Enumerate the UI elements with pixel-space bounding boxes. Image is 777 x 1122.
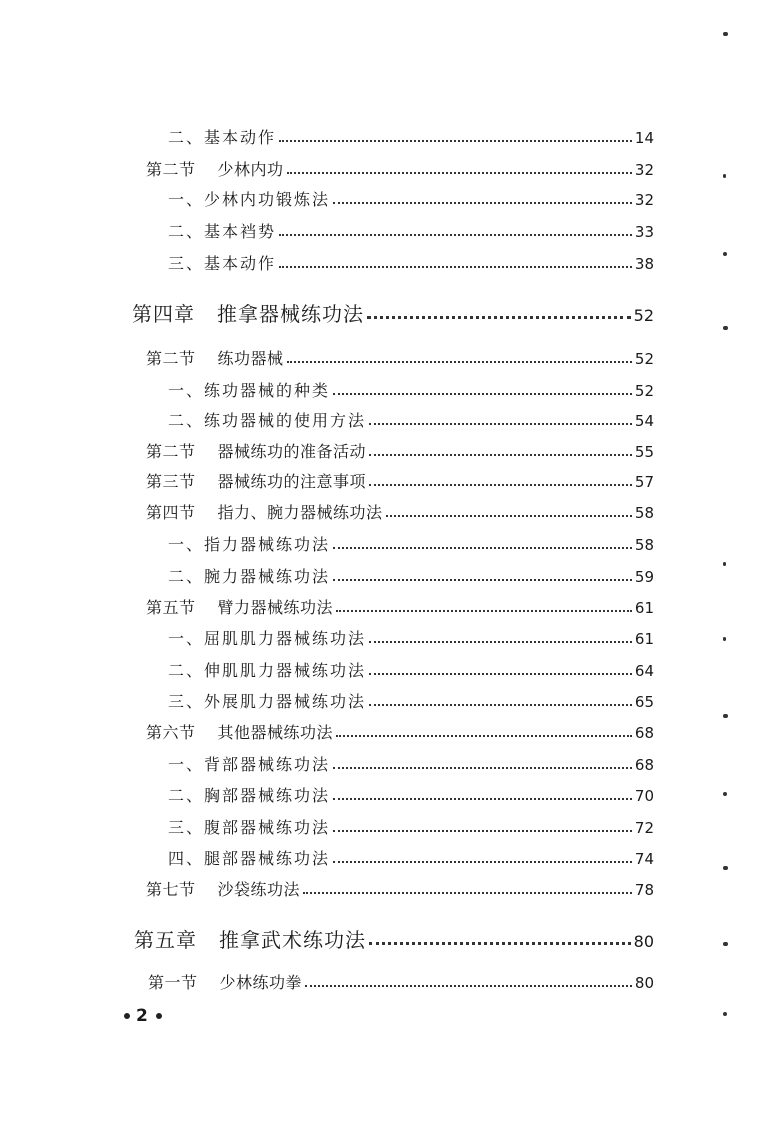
toc-leader-dots — [333, 861, 632, 863]
toc-chapter-title: 推拿武术练功法 — [219, 928, 366, 952]
toc-item-label: 一、背部器械练功法 — [168, 755, 331, 774]
toc-item-label: 二、基本裆势 — [168, 222, 277, 241]
toc-section-title: 少林练功拳 — [219, 973, 303, 992]
toc-leader-dots — [336, 735, 632, 737]
toc-leader-dots — [287, 361, 632, 363]
toc-leader-dots — [333, 579, 632, 581]
toc-item-label: 二、练功器械的使用方法 — [168, 411, 367, 430]
toc-section-label — [146, 882, 300, 898]
toc-page-number: 52 — [634, 350, 654, 368]
toc-chapter — [132, 296, 654, 324]
toc-section-title: 沙袋练功法 — [217, 880, 301, 899]
toc-section — [146, 154, 654, 178]
toc-page-number: 52 — [634, 382, 654, 400]
toc-item — [168, 749, 654, 773]
toc-item — [168, 529, 654, 553]
toc-page-number: 65 — [634, 693, 654, 711]
toc-section-title: 少林内功 — [217, 160, 284, 179]
toc-section-label — [146, 351, 284, 367]
toc-page-number: 68 — [634, 724, 654, 742]
toc-section-number: 第二节 — [146, 160, 196, 179]
toc-leader-dots — [333, 202, 632, 204]
toc-leader-dots — [367, 316, 631, 319]
toc-section-label — [146, 444, 366, 460]
toc-chapter-title: 推拿器械练功法 — [217, 302, 364, 326]
toc-leader-dots — [333, 830, 632, 832]
toc-page-number: 59 — [634, 568, 654, 586]
toc-section — [148, 967, 654, 991]
toc-section — [146, 592, 654, 616]
toc-leader-dots — [369, 423, 632, 425]
toc-chapter — [134, 922, 654, 950]
toc-section-number: 第七节 — [146, 880, 196, 899]
folio-bullet-right — [156, 1013, 162, 1019]
scan-speck — [723, 714, 728, 718]
toc-page-number: 78 — [634, 881, 654, 899]
toc-leader-dots — [333, 767, 632, 769]
folio-number: 2 — [136, 1006, 150, 1026]
toc-page-number: 55 — [634, 443, 654, 461]
toc-leader-dots — [333, 393, 632, 395]
toc-item — [168, 686, 654, 710]
toc-leader-dots — [287, 172, 632, 174]
toc-page-number: 52 — [633, 306, 654, 325]
toc-section-number: 第一节 — [148, 973, 198, 992]
toc-item-label: 三、基本动作 — [168, 254, 277, 273]
toc-section — [146, 343, 654, 367]
toc-item-label: 二、腕力器械练功法 — [168, 567, 331, 586]
toc-leader-dots — [279, 234, 632, 236]
toc-page-number: 72 — [634, 819, 654, 837]
scan-speck — [723, 637, 726, 641]
toc-leader-dots — [303, 892, 632, 894]
toc-section — [146, 436, 654, 460]
toc-item — [168, 375, 654, 399]
toc-page-number: 14 — [634, 129, 654, 147]
toc-page-number: 61 — [634, 630, 654, 648]
toc-section-label — [146, 474, 366, 490]
toc-page-number: 58 — [634, 504, 654, 522]
toc-section — [146, 717, 654, 741]
toc-page-number: 33 — [634, 223, 654, 241]
toc-leader-dots — [333, 547, 632, 549]
toc-leader-dots — [369, 641, 632, 643]
toc-section — [146, 497, 654, 521]
toc-item — [168, 623, 654, 647]
scan-speck — [723, 942, 728, 946]
toc-section-label — [146, 725, 333, 741]
toc-section-label — [146, 600, 333, 616]
scan-speck — [723, 562, 726, 566]
scan-speck — [723, 1012, 727, 1016]
scan-speck — [723, 174, 726, 178]
toc-chapter-label — [132, 304, 364, 324]
toc-item-label: 一、屈肌肌力器械练功法 — [168, 629, 367, 648]
toc-item-label: 一、练功器械的种类 — [168, 381, 331, 400]
toc-item — [168, 405, 654, 429]
toc-section-label — [146, 505, 383, 521]
toc-item-label: 三、腹部器械练功法 — [168, 818, 331, 837]
toc-leader-dots — [279, 266, 632, 268]
toc-section-number: 第二节 — [146, 349, 196, 368]
toc-chapter-number: 第四章 — [132, 302, 195, 326]
toc-item-label: 四、腿部器械练功法 — [168, 849, 331, 868]
toc-page-number: 68 — [634, 756, 654, 774]
toc-page-number: 61 — [634, 599, 654, 617]
toc-page-number: 38 — [634, 255, 654, 273]
toc-item — [168, 122, 654, 146]
toc-item-label: 一、少林内功锻炼法 — [168, 190, 331, 209]
toc-item — [168, 655, 654, 679]
toc-chapter-label — [134, 930, 366, 950]
toc-item — [168, 248, 654, 272]
toc-section-label — [148, 975, 302, 991]
toc-item-label: 二、胸部器械练功法 — [168, 786, 331, 805]
toc-leader-dots — [369, 673, 632, 675]
toc-section-title: 器械练功的注意事项 — [217, 472, 367, 491]
toc-page-number: 80 — [634, 974, 654, 992]
toc-item — [168, 780, 654, 804]
page-folio — [118, 1006, 168, 1026]
scan-speck — [723, 32, 728, 36]
scan-speck — [723, 866, 728, 870]
toc-leader-dots — [369, 704, 632, 706]
toc-leader-dots — [279, 140, 632, 142]
toc-section-title: 练功器械 — [217, 349, 284, 368]
toc-section-number: 第五节 — [146, 598, 196, 617]
toc-leader-dots — [333, 798, 632, 800]
toc-leader-dots — [369, 454, 632, 456]
toc-item — [168, 184, 654, 208]
toc-section — [146, 874, 654, 898]
toc-chapter-number: 第五章 — [134, 928, 197, 952]
toc-section-number: 第四节 — [146, 503, 196, 522]
toc-page-number: 57 — [634, 473, 654, 491]
toc-page-number: 80 — [633, 932, 654, 951]
toc-page-number: 32 — [634, 161, 654, 179]
toc-leader-dots — [305, 985, 632, 987]
toc-leader-dots — [369, 942, 631, 945]
folio-bullet-left — [124, 1013, 130, 1019]
toc-page-number: 70 — [634, 787, 654, 805]
toc-item — [168, 812, 654, 836]
toc-section-title: 器械练功的准备活动 — [217, 442, 367, 461]
scan-speck — [723, 792, 727, 796]
toc-section — [146, 466, 654, 490]
toc-page-number: 58 — [634, 536, 654, 554]
scan-speck — [723, 326, 728, 330]
toc-item-label: 二、基本动作 — [168, 128, 277, 147]
toc-item — [168, 843, 654, 867]
toc-section-title: 其他器械练功法 — [217, 723, 334, 742]
toc-page-number: 74 — [634, 850, 654, 868]
toc-item-label: 一、指力器械练功法 — [168, 535, 331, 554]
toc-item — [168, 216, 654, 240]
toc-leader-dots — [386, 515, 632, 517]
toc-item-label: 三、外展肌力器械练功法 — [168, 692, 367, 711]
toc-section-label — [146, 162, 284, 178]
toc-leader-dots — [369, 484, 632, 486]
toc-section-title: 臂力器械练功法 — [217, 598, 334, 617]
toc-page-number: 64 — [634, 662, 654, 680]
toc-section-number: 第二节 — [146, 442, 196, 461]
toc-section-number: 第六节 — [146, 723, 196, 742]
toc-item — [168, 561, 654, 585]
toc-section-number: 第三节 — [146, 472, 196, 491]
toc-section-title: 指力、腕力器械练功法 — [217, 503, 383, 522]
toc-page-number: 32 — [634, 191, 654, 209]
toc-leader-dots — [336, 610, 632, 612]
toc-page-number: 54 — [634, 412, 654, 430]
toc-item-label: 二、伸肌肌力器械练功法 — [168, 661, 367, 680]
scan-speck — [723, 252, 727, 256]
